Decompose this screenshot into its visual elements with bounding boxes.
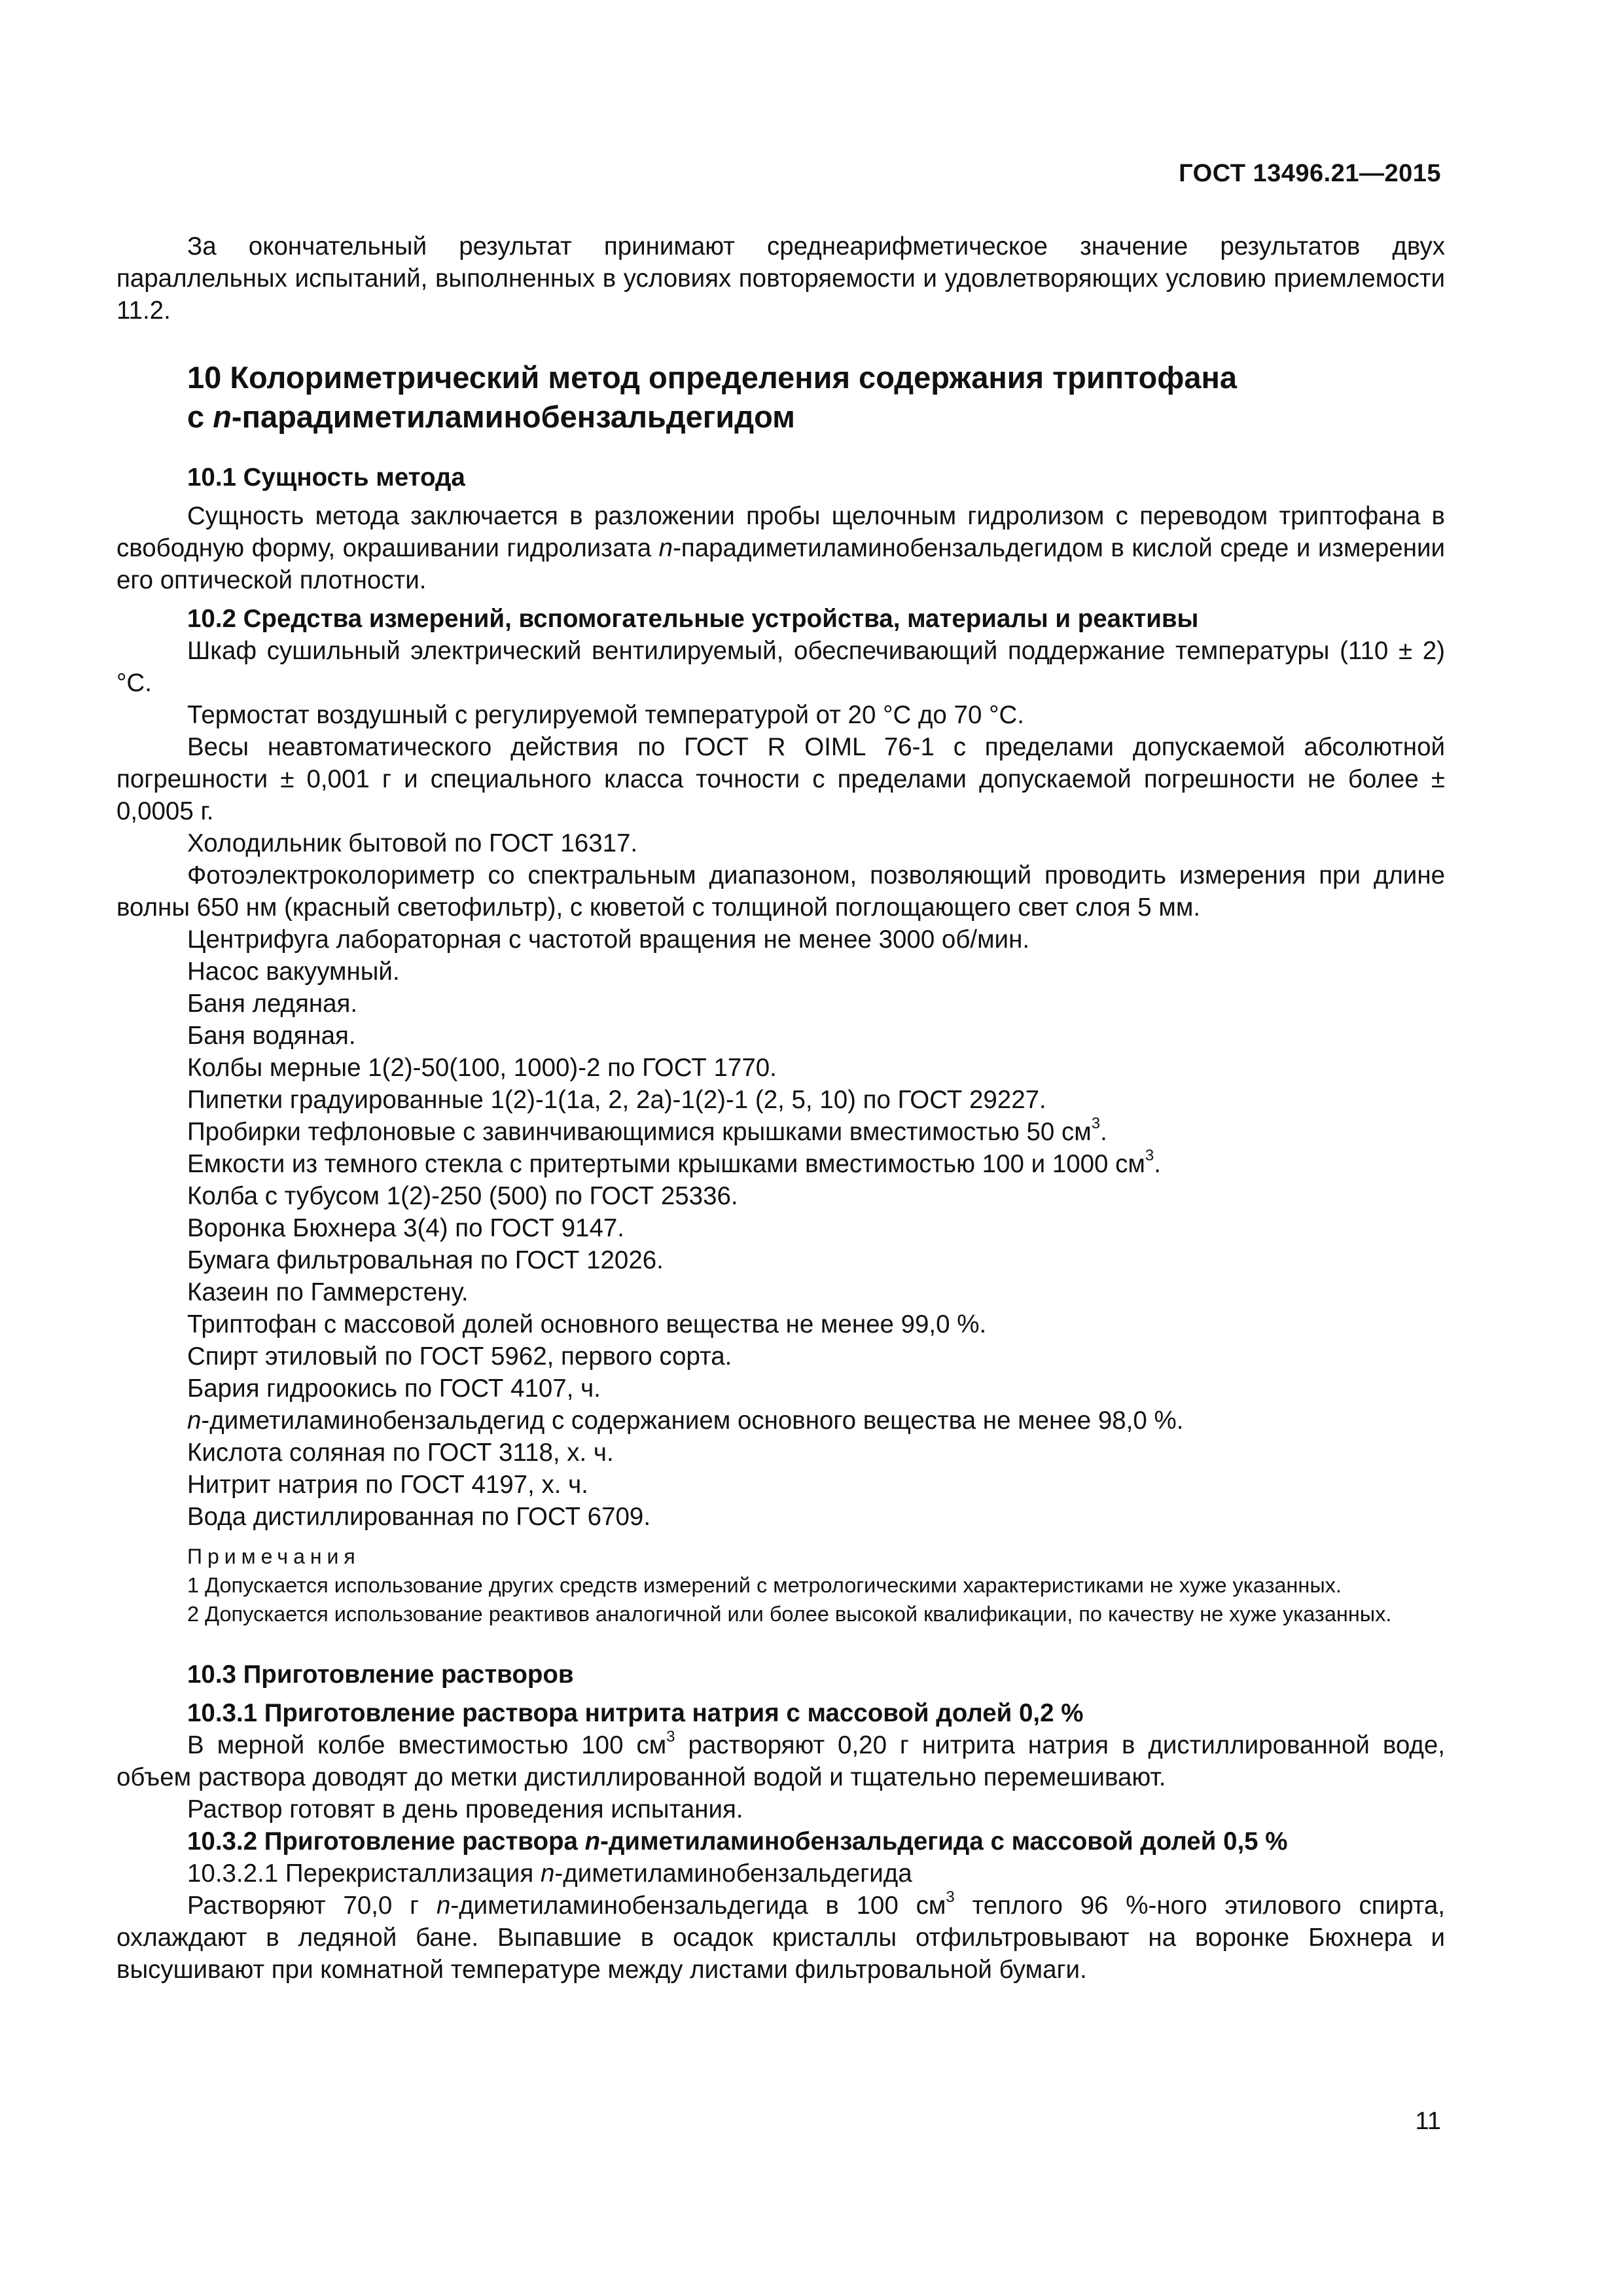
section-10-3-2-1-text: Растворяют 70,0 г n-диметиламинобензальдегида в 100 $см^3$ теплого 96 %-ного этилового спирта, охлаждают в ледяной бане. Выпавшие в осадок кристаллы отфильтровывают на воронке Бюхнера и высушивают при комнатной температуре между листами фильтровальной бумаги. (116, 1888, 1445, 1984)
equipment-item: Центрифуга лабораторная с частотой вращения не менее 3000 об/мин. (187, 925, 1030, 954)
note-item: 2 Допускается использование реактивов аналогичной или более высокой квалификации, по качеству не хуже указанных. (187, 1602, 1392, 1626)
equipment-item: Кислота соляная по ГОСТ 3118, х. ч. (187, 1439, 614, 1467)
equipment-item: Бумага фильтровальная по ГОСТ 12026. (187, 1246, 664, 1274)
document-body (116, 230, 1445, 1986)
intro-paragraph: За окончательный результат принимают среднеарифметическое значение результатов двух параллельных испытаний, выполненных в условиях повторяемости и удовлетворяющих условию приемлемости 11.2. (116, 232, 1445, 325)
note-item: 1 Допускается использование других средств измерений с метрологическими характеристиками не хуже указанных. (187, 1573, 1342, 1597)
equipment-item: Колбы мерные 1(2)-50(100, 1000)-2 по ГОСТ 1770. (187, 1054, 777, 1082)
notes-title: Примечания (187, 1545, 361, 1568)
equipment-item: Баня водяная. (187, 1022, 356, 1050)
equipment-item: Холодильник бытовой по ГОСТ 16317. (187, 829, 638, 857)
equipment-item: Шкаф сушильный электрический вентилируемый, обеспечивающий поддержание температуры (110 ± 2) °С. (116, 637, 1445, 697)
equipment-item: Нитрит натрия по ГОСТ 4197, х. ч. (187, 1471, 588, 1499)
equipment-item: Бария гидроокись по ГОСТ 4107, ч. (187, 1374, 601, 1403)
section-10-1-text: Сущность метода заключается в разложении пробы щелочным гидролизом с переводом триптофана в свободную форму, окрашивании гидролизата n-парадиметиламинобензальдегидом в кислой среде и измерении его оптической плотности. (116, 502, 1445, 594)
section-10-3-2-heading: 10.3.2 Приготовление раствора n-диметиламинобензальдегида с массовой долей 0,5 % (187, 1827, 1288, 1856)
section-10-3-heading: 10.3 Приготовление растворов (187, 1660, 574, 1689)
section-10-3-2-1-heading: 10.3.2.1 Перекристаллизация n-диметиламинобензальдегида (187, 1859, 912, 1888)
section-10-3-1-text: В мерной колбе вместимостью 100 $см^3$ растворяют 0,20 г нитрита натрия в дистиллированной воде, объем раствора доводят до метки дистиллированной водой и тщательно перемешивают. (116, 1728, 1445, 1791)
page-number: 11 (1415, 2108, 1441, 2135)
equipment-item: Насос вакуумный. (187, 958, 400, 986)
document-code: ГОСТ 13496.21—2015 (1179, 160, 1441, 187)
equipment-item: Пипетки градуированные 1(2)-1(1а, 2, 2а)-1(2)-1 (2, 5, 10) по ГОСТ 29227. (187, 1086, 1046, 1114)
section-10-heading-line2: с n-парадиметиламинобензальдегидом (187, 399, 795, 434)
equipment-item-dmab: n-диметиламинобензальдегид с содержанием основного вещества не менее 98,0 %. (187, 1407, 1184, 1435)
equipment-item: Триптофан с массовой долей основного вещества не менее 99,0 %. (187, 1310, 987, 1338)
section-10-1-heading: 10.1 Сущность метода (187, 463, 465, 492)
equipment-item-containers: Емкости из темного стекла с притертыми крышками вместимостью 100 и 1000 $см^3$. (187, 1147, 1161, 1178)
section-10-3-1-note: Раствор готовят в день проведения испытания. (187, 1795, 743, 1823)
equipment-item: Спирт этиловый по ГОСТ 5962, первого сорта. (187, 1342, 732, 1371)
section-10-2-heading: 10.2 Средства измерений, вспомогательные устройства, материалы и реактивы (187, 605, 1199, 633)
section-10-heading-line1: 10 Колориметрический метод определения содержания триптофана (187, 360, 1238, 395)
section-10-heading (116, 358, 1445, 437)
equipment-item: Баня ледяная. (187, 990, 358, 1018)
equipment-item: Вода дистиллированная по ГОСТ 6709. (187, 1503, 651, 1531)
section-10-3-1-heading: 10.3.1 Приготовление раствора нитрита натрия с массовой долей 0,2 % (187, 1699, 1084, 1727)
equipment-item-tubes: Пробирки тефлоновые с завинчивающимися крышками вместимостью 50 $см^3$. (187, 1115, 1107, 1146)
equipment-item: Казеин по Гаммерстену. (187, 1278, 469, 1306)
equipment-item: Термостат воздушный с регулируемой температурой от 20 °С до 70 °С. (187, 701, 1024, 729)
equipment-item: Воронка Бюхнера 3(4) по ГОСТ 9147. (187, 1214, 624, 1242)
equipment-item: Колба с тубусом 1(2)-250 (500) по ГОСТ 25336. (187, 1182, 738, 1210)
equipment-item: Весы неавтоматического действия по ГОСТ R OIML 76-1 с пределами допускаемой абсолютной погрешности ± 0,001 г и специального класса точности с пределами допускаемой погрешности не более ± 0,0005 г. (116, 733, 1445, 825)
equipment-item: Фотоэлектроколориметр со спектральным диапазоном, позволяющий проводить измерения при длине волны 650 нм (красный светофильтр), с кюветой с толщиной поглощающего свет слоя 5 мм. (116, 861, 1445, 922)
